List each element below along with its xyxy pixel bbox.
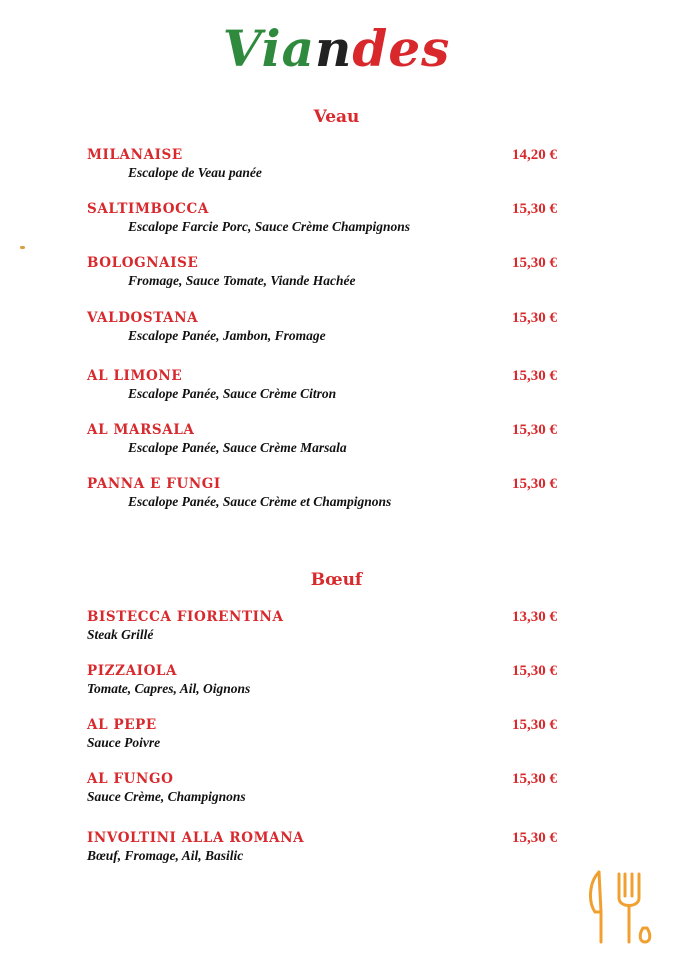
item-name: PANNA E FUNGI: [87, 476, 221, 492]
item-description: Escalope de Veau panée: [128, 165, 262, 180]
page-title: [0, 14, 673, 84]
item-description: Tomate, Capres, Ail, Oignons: [87, 681, 251, 696]
item-price: 15,30 €: [512, 663, 557, 679]
item-name: AL LIMONE: [87, 368, 183, 384]
menu-item: [87, 310, 587, 350]
item-name: BISTECCA FIORENTINA: [87, 609, 284, 625]
item-name: PIZZAIOLA: [87, 663, 178, 679]
item-name: AL PEPE: [87, 717, 157, 733]
item-description: Fromage, Sauce Tomate, Viande Hachée: [128, 273, 356, 288]
menu-item: [87, 830, 587, 870]
item-name: AL MARSALA: [87, 422, 195, 438]
menu-item: [87, 717, 587, 757]
title-part-red: des: [352, 19, 451, 78]
item-price: 15,30 €: [512, 368, 557, 384]
item-price: 14,20 €: [512, 147, 557, 163]
item-price: 15,30 €: [512, 830, 557, 846]
item-name: AL FUNGO: [87, 771, 174, 787]
item-name: SALTIMBOCCA: [87, 201, 209, 217]
title-part-green: Via: [222, 19, 316, 78]
fork-knife-logo-icon: [585, 868, 653, 946]
item-price: 15,30 €: [512, 422, 557, 438]
menu-item: [87, 368, 587, 408]
item-price: 15,30 €: [512, 255, 557, 271]
menu-item: [87, 147, 587, 187]
item-description: Escalope Panée, Sauce Crème et Champignons: [128, 494, 392, 509]
stray-mark: [20, 246, 25, 249]
section-heading-boeuf: Bœuf: [310, 570, 363, 590]
menu-item: [87, 255, 587, 295]
menu-item: [87, 609, 587, 649]
menu-item: [87, 201, 587, 241]
item-name: INVOLTINI ALLA ROMANA: [87, 830, 305, 846]
item-price: 15,30 €: [512, 717, 557, 733]
item-description: Escalope Farcie Porc, Sauce Crème Champignons: [128, 219, 411, 234]
item-description: Bœuf, Fromage, Ail, Basilic: [87, 848, 244, 863]
menu-item: [87, 476, 587, 516]
item-name: MILANAISE: [87, 147, 183, 163]
item-price: 15,30 €: [512, 310, 557, 326]
item-description: Escalope Panée, Jambon, Fromage: [128, 328, 326, 343]
item-price: 15,30 €: [512, 201, 557, 217]
title-part-dark: n: [315, 19, 353, 78]
item-price: 13,30 €: [512, 609, 557, 625]
item-price: 15,30 €: [512, 476, 557, 492]
item-description: Escalope Panée, Sauce Crème Citron: [128, 386, 337, 401]
item-name: VALDOSTANA: [87, 310, 199, 326]
item-description: Sauce Crème, Champignons: [87, 789, 246, 804]
item-name: BOLOGNAISE: [87, 255, 199, 271]
item-description: Sauce Poivre: [87, 735, 161, 750]
item-price: 15,30 €: [512, 771, 557, 787]
section-heading-veau: Veau: [313, 107, 360, 127]
menu-item: [87, 422, 587, 462]
menu-item: [87, 771, 587, 811]
item-description: Steak Grillé: [87, 627, 154, 642]
item-description: Escalope Panée, Sauce Crème Marsala: [128, 440, 347, 455]
menu-item: [87, 663, 587, 703]
